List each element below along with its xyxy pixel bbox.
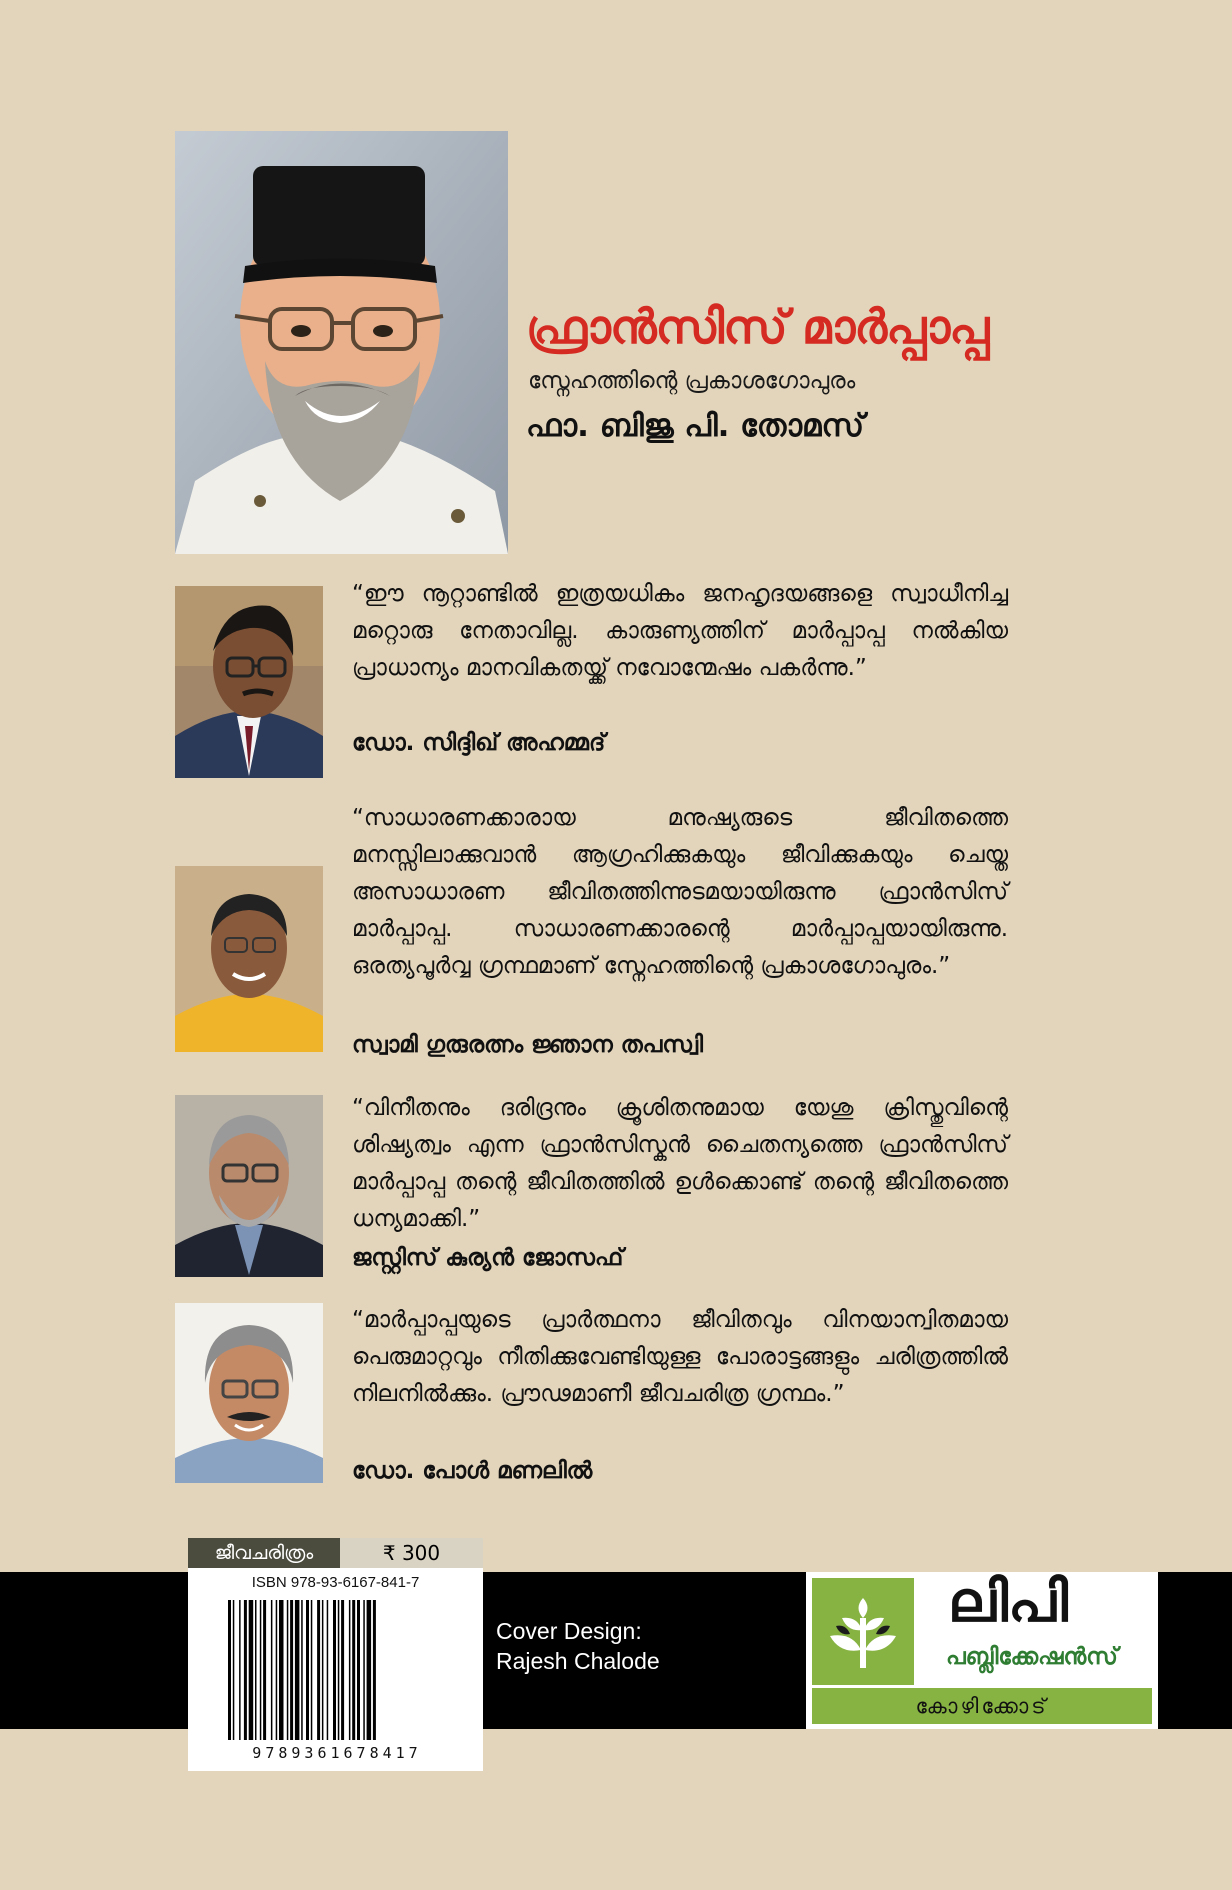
- barcode-bar: [287, 1600, 289, 1740]
- barcode-bar: [271, 1600, 273, 1740]
- book-author: ഫാ. ബിജു പി. തോമസ്: [526, 408, 865, 444]
- barcode-bar: [349, 1600, 351, 1740]
- barcode-bar: [363, 1600, 365, 1740]
- publisher-city: കോഴിക്കോട്: [915, 1694, 1049, 1718]
- barcode-bar: [255, 1600, 257, 1740]
- barcode-bar: [260, 1600, 262, 1740]
- reviewer-photo-2: [175, 866, 323, 1052]
- book-subtitle: സ്നേഹത്തിന്റെ പ്രകാശഗോപുരം: [528, 368, 856, 394]
- barcode: [228, 1600, 443, 1740]
- barcode-bar: [317, 1600, 320, 1740]
- barcode-bar: [239, 1600, 241, 1740]
- barcode-bar: [327, 1600, 329, 1740]
- quote-attribution-1: ഡോ. സിദ്ദിഖ് അഹമ്മദ്: [352, 730, 606, 756]
- genre-label: ജീവചരിത്രം: [188, 1538, 340, 1568]
- barcode-bar: [263, 1600, 266, 1740]
- barcode-bar: [244, 1600, 247, 1740]
- barcode-bar: [228, 1600, 231, 1740]
- barcode-bar: [373, 1600, 376, 1740]
- cover-designer-name: Rajesh Chalode: [496, 1648, 660, 1674]
- reviewer-photo-4: [175, 1303, 323, 1483]
- quote-text-2: “സാധാരണക്കാരായ മനുഷ്യരുടെ ജീവിതത്തെ മനസ്സിലാക്കുവാൻ ആഗ്രഹിക്കുകയും ജീവിക്കുകയും ചെയ്ത അസാധാരണ ജീവിതത്തിന്നുടമയായിരുന്നു ഫ്രാൻസിസ് മാർപ്പാപ്പ. സാധാരണക്കാരന്റെ മാർപ്പാപ്പയായിരുന്നു. ഒരത്യപൂർവ്വ ഗ്രന്ഥമാണ് സ്നേഹത്തിന്റെ പ്രകാശഗോപുരം.”: [352, 805, 1008, 979]
- barcode-bar: [290, 1600, 293, 1740]
- barcode-bar: [333, 1600, 336, 1740]
- quote-text-4: “മാർപ്പാപ്പയുടെ പ്രാർത്ഥനാ ജീവിതവും വിനയാന്വിതമായ പെരുമാറ്റവും നീതിക്കുവേണ്ടിയുള്ള പോരാട്ടങ്ങളും ചരിത്രത്തിൽ നിലനിൽക്കും. പ്രൗഢമാണീ ജീവചരിത്ര ഗ്രന്ഥം.”: [352, 1307, 1008, 1407]
- leaf-icon: [812, 1578, 914, 1685]
- barcode-bar: [367, 1600, 372, 1740]
- isbn-text: ISBN 978-93-6167-841-7: [251, 1574, 420, 1591]
- barcode-digits: 9789361678417: [252, 1744, 422, 1762]
- barcode-bar: [306, 1600, 309, 1740]
- barcode-bar: [338, 1600, 340, 1740]
- publisher-subname: പബ്ലിക്കേഷൻസ്: [946, 1644, 1118, 1670]
- barcode-bar: [276, 1600, 278, 1740]
- reviewer-photo-1: [175, 586, 323, 778]
- cover-design-label: Cover Design:: [496, 1618, 642, 1644]
- quote-attribution-3: ജസ്റ്റിസ് കുര്യൻ ജോസഫ്: [352, 1245, 624, 1271]
- barcode-bar: [249, 1600, 254, 1740]
- barcode-bar: [233, 1600, 235, 1740]
- barcode-bar: [311, 1600, 313, 1740]
- quote-attribution-4: ഡോ. പോൾ മണലിൽ: [352, 1458, 593, 1484]
- publisher-name: ലിപി: [948, 1570, 1069, 1635]
- barcode-bar: [279, 1600, 284, 1740]
- reviewer-photo-3: [175, 1095, 323, 1277]
- barcode-bar: [341, 1600, 344, 1740]
- quote-attribution-2: സ്വാമി ഗുരുരത്നം ജ്ഞാന തപസ്വി: [352, 1032, 703, 1058]
- book-title: ഫ്രാൻസിസ് മാർപ്പാപ്പ: [526, 300, 989, 355]
- barcode-bar: [295, 1600, 300, 1740]
- barcode-bar: [322, 1600, 324, 1740]
- barcode-bar: [357, 1600, 360, 1740]
- barcode-bar: [301, 1600, 303, 1740]
- quote-text-1: “ഈ നൂറ്റാണ്ടിൽ ഇത്രയധികം ജനഹൃദയങ്ങളെ സ്വാധീനിച്ച മറ്റൊരു നേതാവില്ല. കാരുണ്യത്തിന് മാർപ്പാപ്പ നൽകിയ പ്രാധാന്യം മാനവികതയ്ക്ക് നവോന്മേഷം പകർന്നു.”: [352, 581, 1008, 681]
- quote-text-3: “വിനീതനും ദരിദ്രനും ക്രൂശിതനുമായ യേശു ക്രിസ്തുവിന്റെ ശിഷ്യത്വം എന്ന ഫ്രാൻസിസ്കൻ ചൈതന്യത്തെ ഫ്രാൻസിസ് മാർപ്പാപ്പ തന്റെ ജീവിതത്തിൽ ഉൾക്കൊണ്ട് തന്റെ ജീവിതത്തെ ധന്യമാക്കി.”: [352, 1095, 1008, 1232]
- barcode-bar: [352, 1600, 355, 1740]
- publisher-emblem: [812, 1578, 914, 1685]
- price-label: ₹ 300: [340, 1538, 483, 1568]
- pope-francis-portrait: [175, 131, 508, 554]
